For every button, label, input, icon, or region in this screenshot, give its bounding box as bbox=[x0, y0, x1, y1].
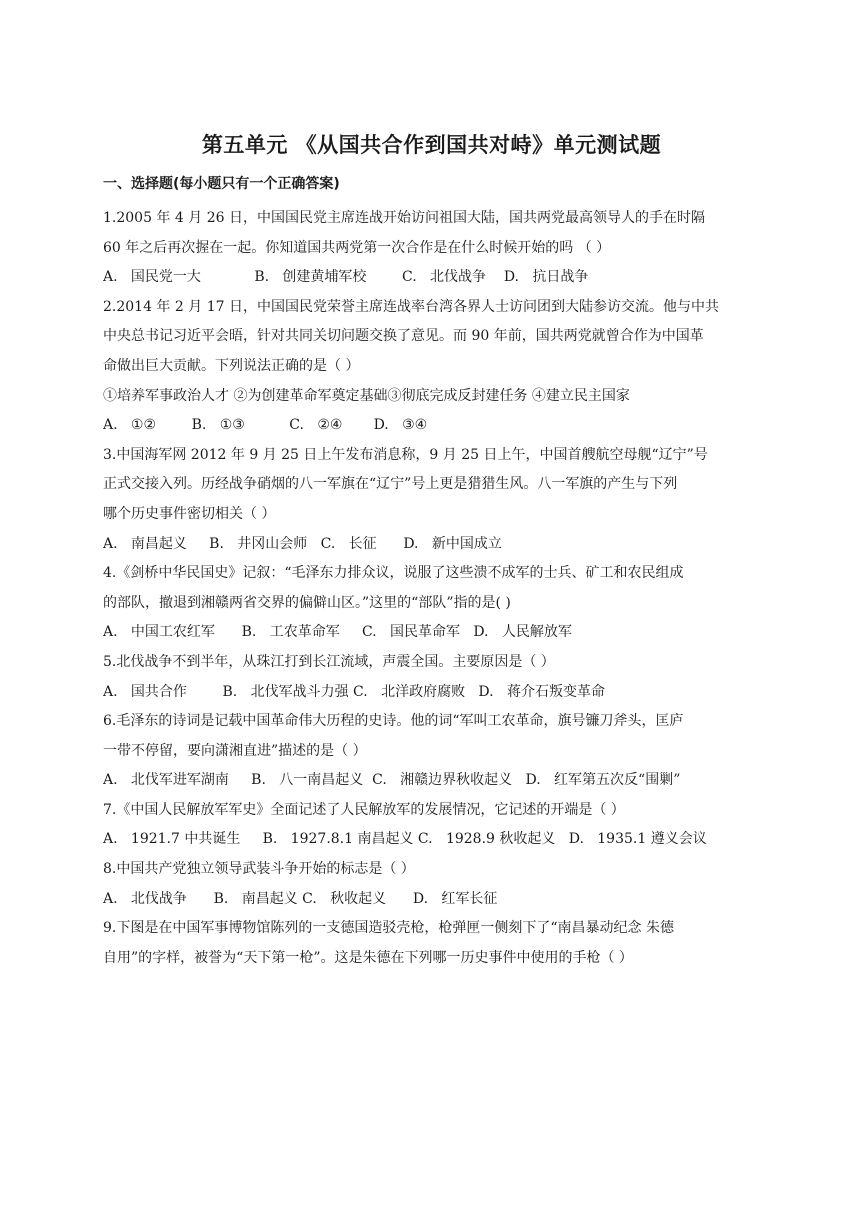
stem-line: 正式交接入列。历经战争硝烟的八一军旗在“辽宁”号上更是猎猎生风。八一军旗的产生与下列 bbox=[103, 476, 678, 493]
stem-line: 自用”的字样，被誉为“天下第一枪”。这是朱德在下列哪一历史事件中使用的手枪（ ） bbox=[103, 949, 633, 966]
answer-options bbox=[103, 618, 760, 648]
question-stem bbox=[103, 914, 760, 973]
answer-options bbox=[103, 263, 760, 293]
stem-line: 4.《剑桥中华民国史》记叙：“毛泽东力排众议，说服了这些溃不成军的士兵、矿工和农民组成 bbox=[103, 565, 684, 582]
question-5 bbox=[103, 648, 760, 707]
question-stem bbox=[103, 204, 760, 263]
stem-line: ①培养军事政治人才 ②为创建革命军奠定基础③彻底完成反封建任务 ④建立民主国家 bbox=[103, 387, 630, 404]
stem-line: 2.2014 年 2 月 17 日，中国国民党荣誉主席连战率台湾各界人士访问团到大陆参访交流。他与中共 bbox=[103, 298, 719, 315]
stem-line: 7.《中国人民解放军军史》全面记述了人民解放军的发展情况，它记述的开端是（ ） bbox=[103, 801, 625, 818]
stem-line: 8.中国共产党独立领导武装斗争开始的标志是（ ） bbox=[103, 861, 415, 878]
stem-line: 中央总书记习近平会晤，针对共同关切问题交换了意见。而 90 年前，国共两党就曾合作为中国革 bbox=[103, 328, 704, 345]
question-stem bbox=[103, 441, 760, 530]
question-1 bbox=[103, 204, 760, 293]
answer-options bbox=[103, 885, 760, 915]
question-stem bbox=[103, 855, 760, 885]
stem-line: 6.毛泽东的诗词是记载中国革命伟大历程的史诗。他的词“军叫工农革命，旗号镰刀斧头，匡庐 bbox=[103, 713, 684, 730]
page-title: 第五单元 《从国共合作到国共对峙》单元测试题 bbox=[201, 133, 662, 157]
question-4 bbox=[103, 559, 760, 648]
answer-options bbox=[103, 411, 760, 441]
question-stem bbox=[103, 707, 760, 766]
question-stem bbox=[103, 796, 760, 826]
question-stem bbox=[103, 293, 760, 411]
question-2 bbox=[103, 293, 760, 441]
section-heading: 一、选择题(每小题只有一个正确答案) bbox=[103, 176, 340, 192]
question-9 bbox=[103, 914, 760, 973]
stem-line: 的部队，撤退到湘赣两省交界的偏僻山区。”这里的“部队”指的是( ) bbox=[103, 594, 511, 611]
stem-line: 9.下图是在中国军事博物馆陈列的一支德国造驳壳枪，枪弹匣一侧刻下了“南昌暴动纪念 朱德 bbox=[103, 920, 674, 937]
question-stem bbox=[103, 559, 760, 618]
stem-line: 3.中国海军网 2012 年 9 月 25 日上午发布消息称，9 月 25 日上午，中国首艘航空母舰“辽宁”号 bbox=[103, 446, 708, 463]
question-stem bbox=[103, 648, 760, 678]
answer-options bbox=[103, 530, 760, 560]
stem-line: 哪个历史事件密切相关（ ） bbox=[103, 505, 276, 522]
question-3 bbox=[103, 441, 760, 559]
options-line: A. 国共合作 B. 北伐军战斗力强 C. 北洋政府腐败 D. 蒋介石叛变革命 bbox=[103, 683, 605, 700]
options-line: A. ①② B. ①③ C. ②④ D. ③④ bbox=[103, 417, 428, 434]
question-6 bbox=[103, 707, 760, 796]
question-8 bbox=[103, 855, 760, 914]
question-7 bbox=[103, 796, 760, 855]
stem-line: 60 年之后再次握在一起。你知道国共两党第一次合作是在什么时候开始的吗 （ ） bbox=[103, 239, 611, 256]
options-line: A. 北伐战争 B. 南昌起义 C. 秋收起义 D. 红军长征 bbox=[103, 890, 498, 907]
answer-options bbox=[103, 766, 760, 796]
options-line: A. 国民党一大 B. 创建黄埔军校 C. 北伐战争 D. 抗日战争 bbox=[103, 269, 589, 286]
document-page bbox=[103, 129, 760, 973]
options-line: A. 1921.7 中共诞生 B. 1927.8.1 南昌起义 C. 1928.9 秋收起义 D. 1935.1 遵义会议 bbox=[103, 831, 707, 848]
options-line: A. 南昌起义 B. 井冈山会师 C. 长征 D. 新中国成立 bbox=[103, 535, 502, 552]
stem-line: 5.北伐战争不到半年，从珠江打到长江流域，声震全国。主要原因是（ ） bbox=[103, 653, 555, 670]
stem-line: 1.2005 年 4 月 26 日，中国国民党主席连战开始访问祖国大陆，国共两党最高领导人的手在时隔 bbox=[103, 210, 705, 226]
options-line: A. 北伐军进军湖南 B. 八一南昌起义 C. 湘赣边界秋收起义 D. 红军第五次反“围剿” bbox=[103, 772, 681, 789]
answer-options bbox=[103, 678, 760, 708]
answer-options bbox=[103, 825, 760, 855]
stem-line: 一带不停留，要向潇湘直进”描述的是（ ） bbox=[103, 742, 367, 759]
stem-line: 命做出巨大贡献。下列说法正确的是（ ） bbox=[103, 357, 360, 374]
options-line: A. 中国工农红军 B. 工农革命军 C. 国民革命军 D. 人民解放军 bbox=[103, 624, 572, 641]
